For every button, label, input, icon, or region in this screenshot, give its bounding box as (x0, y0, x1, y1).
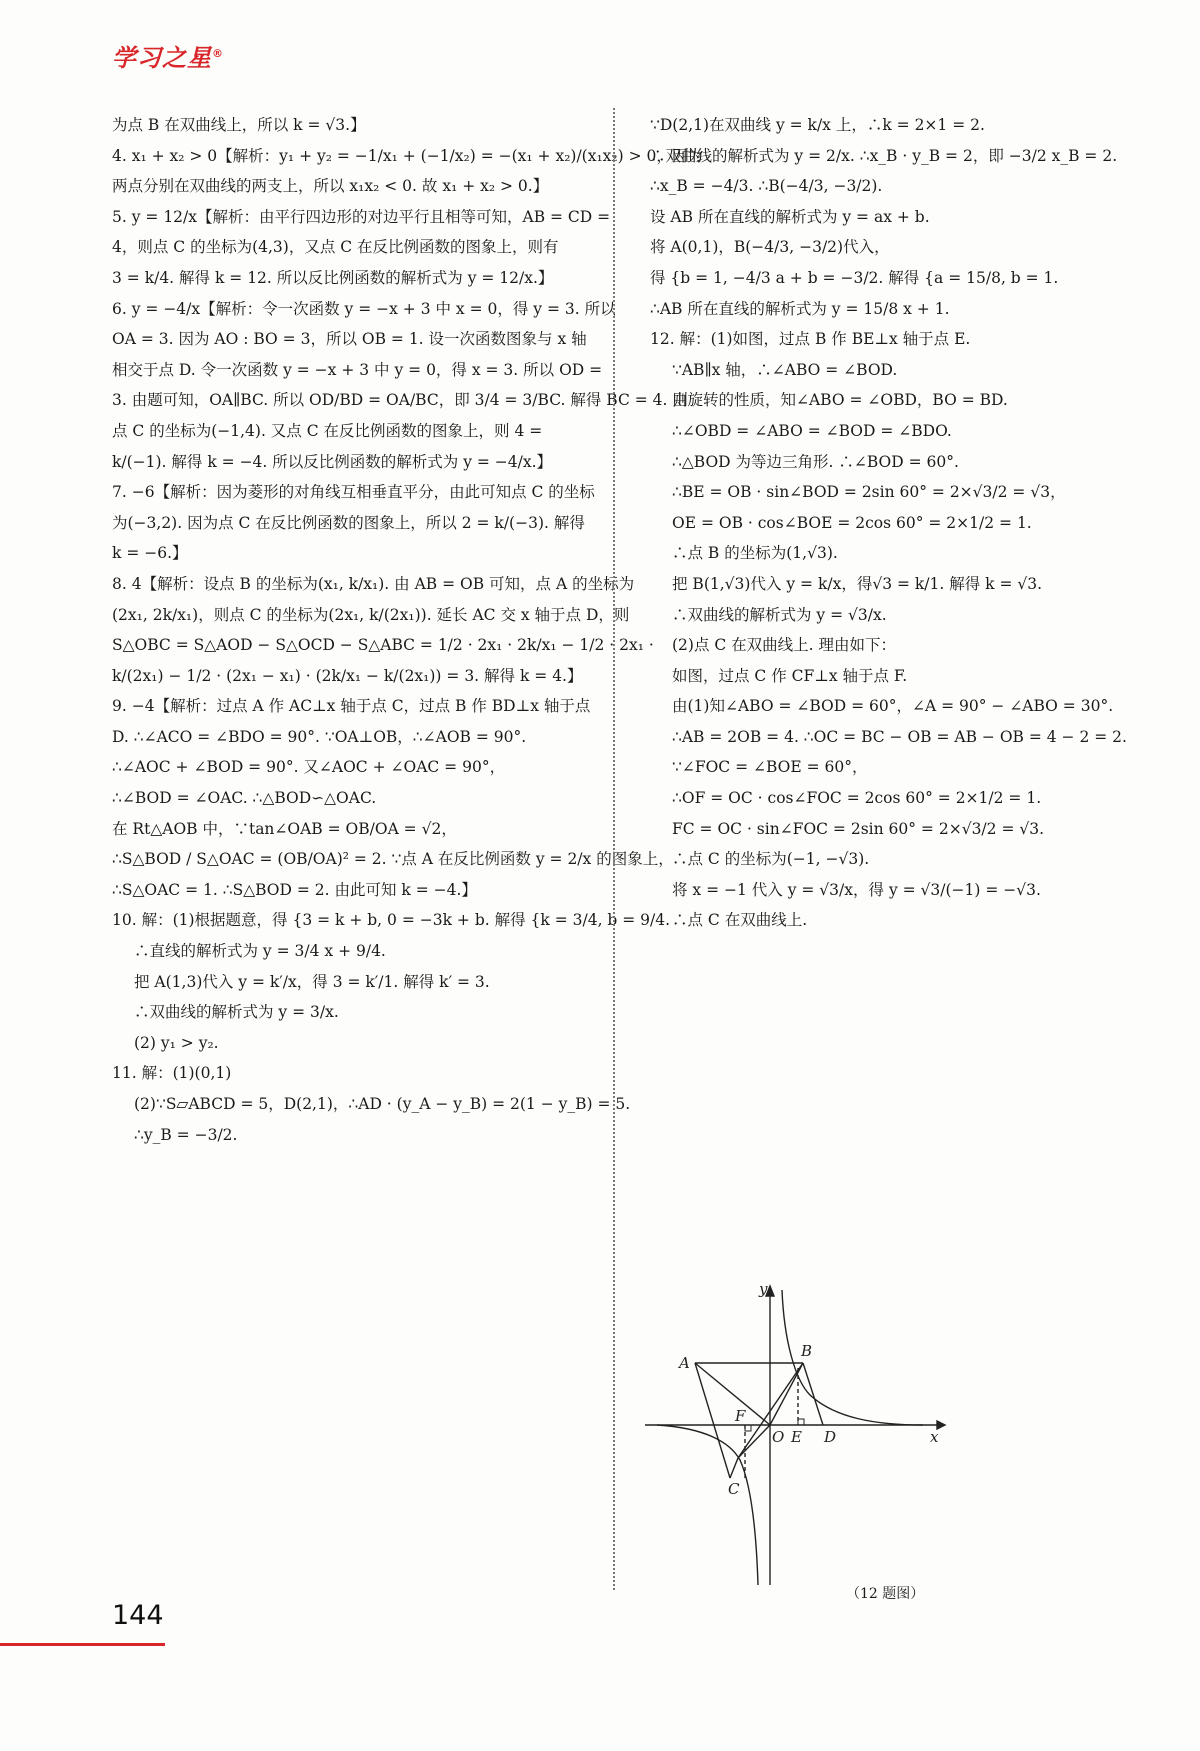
left-column-line: 把 A(1,3)代入 y = k′/x，得 3 = k′/1. 解得 k′ = 3. (134, 972, 490, 991)
right-column (650, 110, 1138, 936)
left-column-line: 8. 4【解析：设点 B 的坐标为(x₁, k/x₁). 由 AB = OB 可知，点 A 的坐标为 (112, 574, 635, 593)
left-column-line: ∴y_B = −3/2. (134, 1125, 238, 1144)
label-A: A (679, 1354, 690, 1372)
right-column-line: ∴点 B 的坐标为(1,√3). (672, 544, 838, 563)
left-column (112, 110, 703, 1150)
column-divider (613, 108, 615, 1590)
left-column-line: 点 C 的坐标为(−1,4). 又点 C 在反比例函数的图象上，则 4 = (112, 421, 543, 440)
label-B: B (801, 1342, 813, 1360)
left-column-line: 在 Rt△AOB 中，∵tan∠OAB = OB/OA = √2， (112, 819, 457, 838)
right-column-line: ∴OF = OC · cos∠FOC = 2cos 60° = 2×1/2 = 1. (672, 789, 1042, 808)
right-column-line: 由(1)知∠ABO = ∠BOD = 60°，∠A = 90° − ∠ABO = 30°. (672, 697, 1114, 716)
label-E: E (791, 1428, 802, 1446)
left-column-line: 5. y = 12/x【解析：由平行四边形的对边平行且相等可知，AB = CD = (112, 207, 611, 226)
label-O: O (772, 1428, 785, 1446)
left-column-line: 4. x₁ + x₂ > 0【解析：y₁ + y₂ = −1/x₁ + (−1/x₂) = −(x₁ + x₂)/(x₁x₂) > 0，因为 (112, 146, 703, 165)
brand-logo: 学习之星® (112, 44, 224, 72)
left-column-line: OA = 3. 因为 AO : BO = 3，所以 OB = 1. 设一次函数图象与 x 轴 (112, 330, 587, 349)
left-column-line: k/(−1). 解得 k = −4. 所以反比例函数的解析式为 y = −4/x.】 (112, 452, 553, 471)
right-column-line: 将 x = −1 代入 y = √3/x，得 y = √3/(−1) = −√3. (672, 880, 1041, 899)
left-column-line: ∴∠AOC + ∠BOD = 90°. 又∠AOC + ∠OAC = 90°， (112, 758, 506, 777)
right-column-line: ∴点 C 的坐标为(−1, −√3). (672, 850, 870, 869)
problem-12-figure (679, 1280, 1045, 1590)
left-column-line: 11. 解：(1)(0,1) (112, 1064, 232, 1083)
left-column-line: 为(−3,2). 因为点 C 在反比例函数的图象上，所以 2 = k/(−3). 解得 (112, 513, 585, 532)
right-column-line: ∴双曲线的解析式为 y = 2/x. ∴x_B · y_B = 2，即 −3/2 x_B = 2. (650, 146, 1118, 165)
right-column-line: 设 AB 所在直线的解析式为 y = ax + b. (650, 207, 930, 226)
right-column-line: FC = OC · sin∠FOC = 2sin 60° = 2×√3/2 = √3. (672, 819, 1045, 838)
label-y: y (759, 1280, 768, 1298)
left-column-line: 为点 B 在双曲线上，所以 k = √3.】 (112, 116, 366, 134)
right-column-line: ∴双曲线的解析式为 y = √3/x. (672, 605, 887, 624)
left-column-line: S△OBC = S△AOD − S△OCD − S△ABC = 1/2 · 2x₁ · 2k/x₁ − 1/2 · 2x₁ · (112, 636, 654, 655)
left-column-line: ∴直线的解析式为 y = 3/4 x + 9/4. (134, 942, 386, 961)
right-column-line: ∴AB 所在直线的解析式为 y = 15/8 x + 1. (650, 299, 950, 318)
left-column-line: 10. 解：(1)根据题意，得 {3 = k + b, 0 = −3k + b. 解得 {k = 3/4, b = 9/4. (112, 911, 671, 930)
left-column-line: ∴双曲线的解析式为 y = 3/x. (134, 1003, 339, 1022)
right-column-line: OE = OB · cos∠BOE = 2cos 60° = 2×1/2 = 1. (672, 513, 1032, 532)
right-column-line: 由旋转的性质，知∠ABO = ∠OBD，BO = BD. (672, 391, 1008, 410)
left-column-line: (2) y₁ > y₂. (134, 1033, 219, 1052)
right-column-line: ∵AB∥x 轴，∴∠ABO = ∠BOD. (672, 360, 898, 379)
left-column-line: 7. −6【解析：因为菱形的对角线互相垂直平分，由此可知点 C 的坐标 (112, 483, 595, 502)
left-column-line: 9. −4【解析：过点 A 作 AC⊥x 轴于点 C，过点 B 作 BD⊥x 轴于点 (112, 697, 591, 716)
right-column-line: (2)点 C 在双曲线上. 理由如下： (672, 636, 897, 655)
left-column-line: 3 = k/4. 解得 k = 12. 所以反比例函数的解析式为 y = 12/x.】 (112, 268, 554, 287)
right-column-line: 如图，过点 C 作 CF⊥x 轴于点 F. (672, 666, 908, 685)
left-column-line: 相交于点 D. 令一次函数 y = −x + 3 中 y = 0，得 x = 3. 所以 OD = (112, 360, 603, 379)
right-column-line: ∴点 C 在双曲线上. (672, 911, 808, 930)
left-column-line: ∴∠BOD = ∠OAC. ∴△BOD∽△OAC. (112, 789, 377, 808)
left-column-line: D. ∴∠ACO = ∠BDO = 90°. ∵OA⊥OB，∴∠AOB = 90°. (112, 727, 527, 746)
right-column-line: ∴∠OBD = ∠ABO = ∠BOD = ∠BDO. (672, 421, 952, 440)
right-column-line: 得 {b = 1, −4/3 a + b = −3/2. 解得 {a = 15/8, b = 1. (650, 268, 1059, 287)
right-column-line: 将 A(0,1)，B(−4/3, −3/2)代入， (650, 238, 890, 257)
left-column-line: 6. y = −4/x【解析：令一次函数 y = −x + 3 中 x = 0，得 y = 3. 所以 (112, 299, 616, 318)
left-column-line: k = −6.】 (112, 544, 188, 563)
left-column-line: (2x₁, 2k/x₁)，则点 C 的坐标为(2x₁, k/(2x₁)). 延长 AC 交 x 轴于点 D，则 (112, 605, 630, 624)
label-F: F (735, 1407, 746, 1425)
figure-caption: （12 题图） (846, 1586, 925, 1602)
right-column-line: ∵∠FOC = ∠BOE = 60°， (672, 758, 868, 777)
left-column-line: 3. 由题可知，OA∥BC. 所以 OD/BD = OA/BC，即 3/4 = 3/BC. 解得 BC = 4. 则 (112, 391, 688, 410)
right-column-line: ∴△BOD 为等边三角形. ∴∠BOD = 60°. (672, 452, 959, 471)
left-column-line: ∴S△BOD / S△OAC = (OB/OA)² = 2. ∵点 A 在反比例函数 y = 2/x 的图象上， (112, 850, 674, 869)
right-column-line: 把 B(1,√3)代入 y = k/x，得√3 = k/1. 解得 k = √3. (672, 574, 1043, 593)
left-column-line: 两点分别在双曲线的两支上，所以 x₁x₂ < 0. 故 x₁ + x₂ > 0.】 (112, 177, 549, 196)
right-column-line: ∴x_B = −4/3. ∴B(−4/3, −3/2). (650, 177, 883, 196)
label-x: x (930, 1428, 939, 1446)
label-D: D (824, 1428, 837, 1446)
right-column-line: ∴AB = 2OB = 4. ∴OC = BC − OB = AB − OB = 4 − 2 = 2. (672, 727, 1127, 746)
right-column-line: 12. 解：(1)如图，过点 B 作 BE⊥x 轴于点 E. (650, 330, 971, 349)
left-column-line: k/(2x₁) − 1/2 · (2x₁ − x₁) · (2k/x₁ − k/(2x₁)) = 3. 解得 k = 4.】 (112, 666, 583, 685)
label-C: C (728, 1480, 740, 1498)
page-number: 144 (112, 1600, 164, 1631)
left-column-line: ∴S△OAC = 1. ∴S△BOD = 2. 由此可知 k = −4.】 (112, 880, 477, 899)
left-column-line: (2)∵S▱ABCD = 5，D(2,1)，∴AD · (y_A − y_B) = 2(1 − y_B) = 5. (134, 1095, 631, 1113)
hyperbola-branch-2 (657, 1425, 758, 1585)
right-column-line: ∵D(2,1)在双曲线 y = k/x 上，∴k = 2×1 = 2. (650, 116, 985, 134)
page-rule (0, 1643, 165, 1646)
left-column-line: 4，则点 C 的坐标为(4,3)，又点 C 在反比例函数的图象上，则有 (112, 238, 559, 257)
right-column-line: ∴BE = OB · sin∠BOD = 2sin 60° = 2×√3/2 = √3， (672, 483, 1066, 502)
